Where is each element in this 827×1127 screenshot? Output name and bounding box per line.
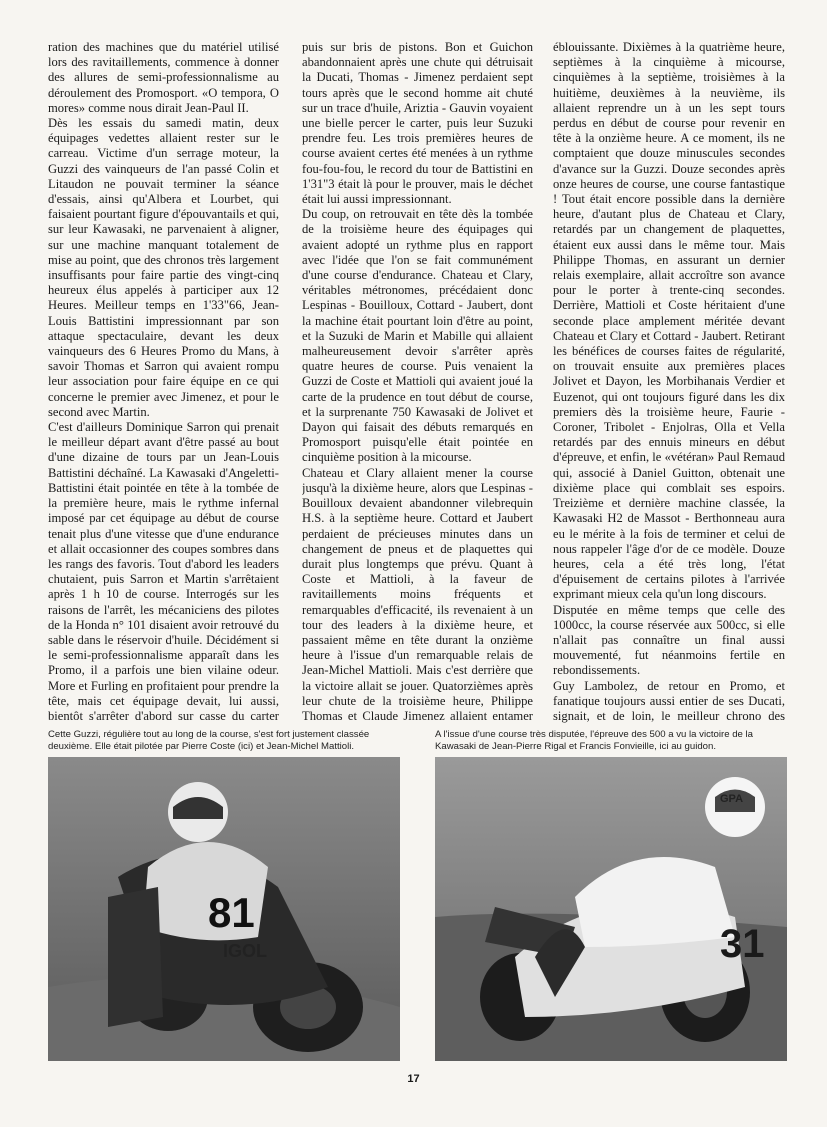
paragraph: puis sur bris de pistons. Bon et Guichon abandonnaient après une chute qui détruisait la Ducati, Thomas - Jimenez perdaient sept tours après que le second homme ait chuté sur un trace d'huile, Ariztia - Gauvin voyaient une bielle percer le carter, puis leur Suzuki prendre feu. Les trois premières heures de course avaient certes été menées à un rythme fou-fou-fou, le record du tour de Battistini en 1'31"3 était là pour le prouver, mais le déchet était lui aussi impressionnant. — [302, 40, 533, 207]
paragraph: Guy Lambolez, de retour en Promo, et fanatique toujours aussi entier de ses Ducati, signait, et de loin, le meilleur chrono des — [553, 678, 785, 723]
paragraph: C'est d'ailleurs Dominique Sarron qui prenait le meilleur départ avant d'être passé au bout d'une dizaine de tours par un Jean-Louis Battistini déchaîné. La Kawasaki d'Angeletti-Battistini était pointée en tête à la tombée de la première heure, mais le rythme infernal imposé par cet équipage au début de course tenait plus d'une vitesse que d'une endurance et allait occasionner des coupes sombres dans les rangs des favoris. Tout d'abord les leaders chutaient, puis Sarron et Martin s'arrêtaient après 1 h 10 de course. Interrogés sur les raisons de l'arrêt, les mécaniciens des pilotes de la Honda n° 101 disaient avoir retrouvé du sable dans le réservoir d'huile. Décidément si le semi-professionnalisme apparaît dans les Promo, il a parfois une bien vilaine odeur. More et Furling en profitaient pour prendre la tête, mais cet équipage devait, lui aussi, bientôt s'arrêter d'abord sur casse du carter — [48, 420, 279, 723]
helmet-logo: GPA — [720, 793, 744, 805]
photo-caption-right: A l'issue d'une course très disputée, l'épreuve des 500 a vu la victoire de la Kawasaki de Jean-Pierre Rigal et Francis Fonvieille, ici au guidon. — [435, 729, 754, 752]
page-number: 17 — [407, 1073, 420, 1085]
paragraph: Disputée en même temps que celle des 1000cc, la course réservée aux 500cc, si elle n'allait pas connaître un final aussi mouvementé, fut néanmoins fertile en rebondissements. — [553, 602, 785, 678]
paragraph: Dès les essais du samedi matin, deux équipages vedettes allaient rester sur le carreau. Victime d'un serrage moteur, la Guzzi des vainqueurs de l'an passé Colin et Litaudon ne pouvait terminer la séance d'essais, ainsi qu'Albera et Lourbet, qui faisaient pourtant figure d'épouvantails et qui, sur leur Kawasaki, ne parvenaient à aligner, sur une machine manquant totalement de mise au point, que des chronos très largement insuffisants pour faire partie des vingt-cinq heureux élus appelés à participer aux 12 Heures. Meilleur temps en 1'33"66, Jean-Louis Battistini impressionnant par son attaque spectaculaire, devant les deux vainqueurs des 6 Heures Promo du Mans, à savoir Thomas et Sarron qui avaient rompu leur association pour faire équipe en ce qui concerne le premier avec Jimenez, et pour le second avec Martin. — [48, 116, 279, 419]
photo-kawasaki-motorcycle — [435, 757, 787, 1061]
article-column-2 — [302, 40, 533, 723]
article-column-3 — [553, 40, 785, 723]
paragraph: ration des machines que du matériel utilisé lors des ravitaillements, commence à donner des allures de semi-professionnalisme au déroulement des Promosport. «O tempora, O mores» comme nous dirait Jean-Paul II. — [48, 40, 279, 115]
photo-caption-left: Cette Guzzi, régulière tout au long de la course, s'est fort justement classée deuxième. Elle était pilotée par Pierre Coste (ici) et Jean-Michel Mattioli. — [48, 729, 370, 752]
race-number: 81 — [208, 889, 255, 936]
article-column-1 — [48, 40, 279, 723]
sponsor-logo: IGOL — [223, 941, 267, 961]
paragraph: Du coup, on retrouvait en tête dès la tombée de la troisième heure des équipages qui avaient adopté un rythme plus en rapport avec l'idée que l'on se fait communément d'une course d'endurance. Chateau et Clary, véritables métronomes, précédaient donc Lespinas - Bouilloux, Cottard - Jaubert, dont la machine était pourtant loin d'être au point, et la Suzuki de Marin et Mabille qui allaient malheureusement devoir s'arrêter après quatre heures de course. Puis venaient la Guzzi de Coste et Mattioli qui avaient joué la carte de la prudence en tout début de course, et la surprenante 750 Kawasaki de Jolivet et Dayon qui faisait des débuts remarqués en Promosport puisqu'elle était pointée en cinquième position à la micourse. — [302, 207, 533, 465]
photo-guzzi-motorcycle — [48, 757, 400, 1061]
race-number: 31 — [720, 922, 765, 966]
paragraph: éblouissante. Dixièmes à la quatrième heure, septièmes à la cinquième à micourse, cinquièmes à la septième, troisièmes à la huitième, deuxièmes à la neuvième, ils allaient reprendre un à un les sept tours perdus en début de course pour revenir en tête à la onzième heure. A ce moment, ils ne comptaient que douze minuscules secondes d'avance sur la Guzzi. Douze secondes après onze heures de course, une course fantastique ! Tout était encore possible dans la dernière heure, d'autant plus de Chateau et Clary, retardés par un changement de plaquettes, étaient eux aussi dans le même tour. Mais Philippe Thomas, en assurant un dernier relais exemplaire, allait accroître son avance pour le porter à trente-cinq secondes. Derrière, Mattioli et Coste héritaient d'une seconde place amplement méritée devant Chateau et Clary et Cottard - Jaubert. Retirant les bénéfices de courses faites de régularité, on trouvait ensuite aux premières places Jolivet et Dayon, les Morbihanais Verdier et Euzenot, qui ont toujours figuré dans les dix premiers dès la troisième heure, Faurie - Coroner, Tribolet - Enjolras, Olla et Vella retardés par des ennuis mineurs en début d'épreuve, et enfin, le «vétéran» Paul Remaud qui, associé à Daniel Guitton, obtenait une dixième place qui comblait ses espoirs. Treizième et dernière machine classée, la Kawasaki H2 de Massot - Berthonneau aura eu le mérite à la fois de terminer et celui de nous rappeler l'âge d'or de ce modèle. Douze heures, cela a été très long, l'état d'épuisement de certains pilotes à l'arrivée exprimant mieux cela qu'un long discours. — [553, 40, 785, 602]
paragraph: Chateau et Clary allaient mener la course jusqu'à la dixième heure, alors que Lespinas - Bouilloux devaient abandonner vilebrequin H.S. à la septième heure. Cottard et Jaubert perdaient de précieuses minutes dans un changement de pneus et de plaquettes qui durait plus longtemps que prévu. Quant à Coste et Mattioli, à la faveur de ravitaillements moins fréquents et remarquables d'efficacité, ils revenaient à un tour des leaders à la dixième heure, et passaient même en tête durant la onzième heure à l'issue d'un remarquable relais de Jean-Michel Mattioli. Mais c'est derrière que la victoire allait se jouer. Quatorzièmes après leur chute de la troisième heure, Philippe Thomas et Claude Jimenez allaient entamer — [302, 465, 533, 723]
